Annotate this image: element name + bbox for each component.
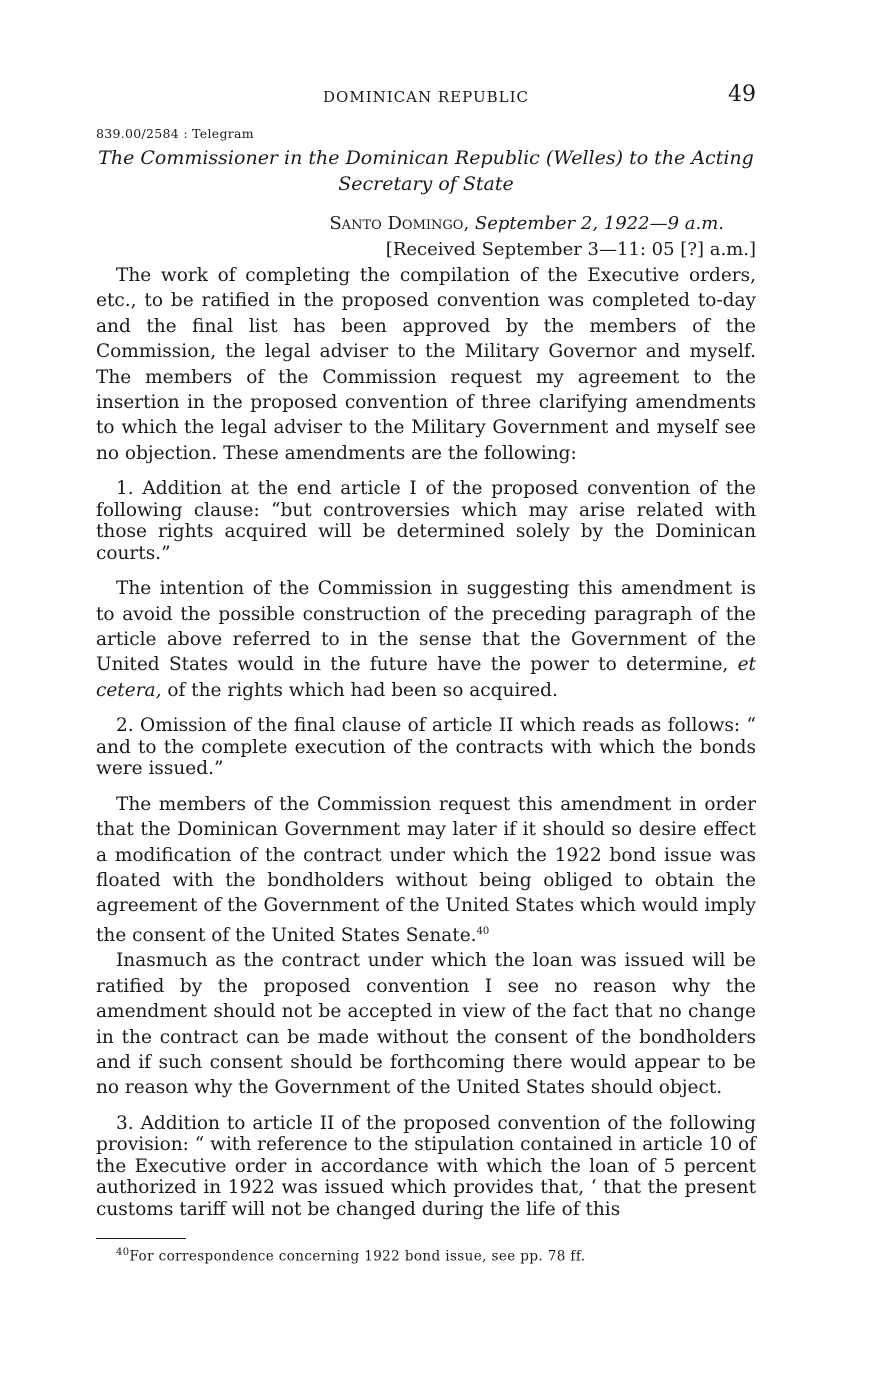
title-line-1: The Commissioner in the Dominican Republic (Welles) to the Acting [98, 147, 754, 169]
running-head: DOMINICAN REPUBLIC [323, 88, 529, 106]
document-reference: 839.00/2584 : Telegram [96, 126, 254, 141]
page-number: 49 [728, 82, 756, 107]
amendment-2: 2. Omission of the final clause of article II which reads as follows: “ and to the complete execution of the contracts with which the bonds were issued.” [96, 715, 756, 780]
paragraph-intention-end: of the rights which had been so acquired. [167, 679, 558, 701]
et-cetera-italic: et cetera, [96, 654, 756, 701]
paragraph-intention [96, 576, 756, 703]
document-title [96, 145, 756, 197]
footnote-mark: 40 [116, 1247, 130, 1259]
amendment-1: 1. Addition at the end article I of the proposed convention of the following clause: “but controversies which may arise related with those rights acquired will be determined solely by the Dominican courts.” [96, 478, 756, 564]
document-page [96, 80, 756, 1265]
paragraph-intention-text: The intention of the Commission in suggesting this amendment is to avoid the possible construction of the preceding paragraph of the article above referred to in the sense that the Government of the United States would in the future have the power to determine, [96, 578, 756, 676]
footnote-divider [96, 1238, 186, 1239]
dateline-place: Santo Domingo, [329, 213, 470, 234]
paragraph-request [96, 792, 756, 949]
paragraph-request-text: The members of the Commission request this amendment in order that the Dominican Government may later if it should so desire effect a modification of the contract under which the 1922 bond issue was floated with the bondholders without being obliged to obtain the agreement of the Government of the United States which would imply the consent of the United States Senate. [96, 793, 756, 946]
amendment-3: 3. Addition to article II of the proposed convention of the following provision: “ with reference to the stipulation contained in article 10 of the Executive order in accordance with which the loan of 5 percent authorized in 1922 was issued which provides that, ‘ that the present customs tariff will not be changed during the life of this [96, 1112, 756, 1220]
paragraph-intro: The work of completing the compilation of the Executive orders, etc., to be ratified in the proposed convention was completed to-day and the final list has been approved by the members of the Commission, the legal adviser to the Military Governor and myself. The members of the Commission request my agreement to the insertion in the proposed convention of three clarifying amendments to which the legal adviser to the Military Government and myself see no objection. These amendments are the following: [96, 265, 756, 464]
title-line-2: Secretary of State [338, 173, 514, 195]
dateline [96, 211, 756, 237]
footnote [96, 1247, 756, 1265]
footnote-text: For correspondence concerning 1922 bond issue, see pp. 78 ff. [129, 1248, 586, 1265]
received-line: [Received September 3—11: 05 [?] a.m.] [385, 239, 756, 260]
dateline-date: September 2, 1922—9 a.m. [474, 213, 724, 234]
page-header [96, 80, 756, 122]
paragraph-inasmuch: Inasmuch as the contract under which the loan was issued will be ratified by the proposed convention I see no reason why the amendment should not be accepted in view of the fact that no change in the contract can be made without the consent of the bondholders and if such consent should be forthcoming there would appear to be no reason why the Government of the United States should object. [96, 950, 756, 1099]
footnote-reference[interactable]: 40 [476, 925, 490, 937]
